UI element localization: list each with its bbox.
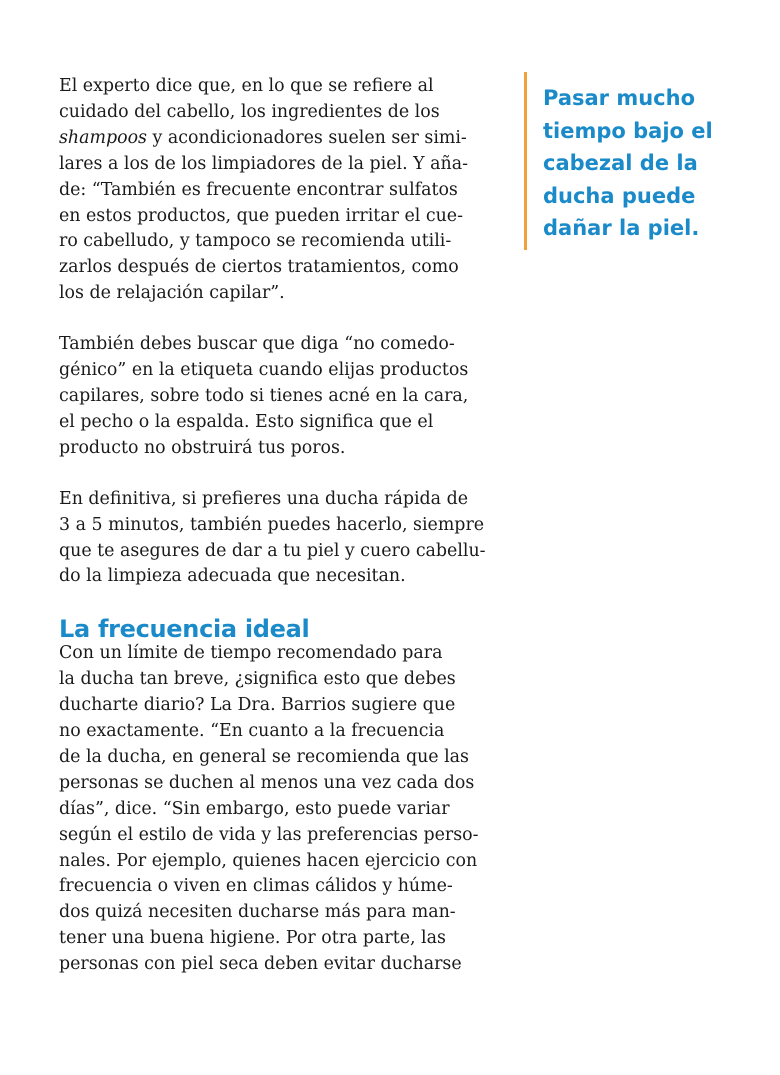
pull-quote-line: Pasar mucho: [543, 86, 695, 110]
text-line: zarlos después de ciertos tratamientos, como: [59, 257, 459, 278]
pull-quote-line: tiempo bajo el: [543, 118, 713, 143]
pull-quote-line: cabezal de la: [543, 151, 698, 175]
text-line: cuidado del cabello, los ingredientes de los: [59, 101, 440, 122]
text-line: de: “También es frecuente encontrar sulfatos: [59, 179, 458, 200]
text-fragment: y acondicionadores suelen ser simi-: [146, 127, 467, 148]
paragraph-ideal-frequency: [59, 641, 505, 978]
paragraph-quick-shower: [59, 487, 505, 591]
text-line: ro cabelludo, y tampoco se recomienda utili-: [59, 231, 452, 252]
text-line: personas con piel seca deben evitar ducharse: [59, 954, 462, 975]
article-body: [59, 74, 505, 978]
pull-quote: [524, 72, 734, 250]
pull-quote-line: ducha puede: [543, 183, 696, 208]
text-line: [59, 126, 505, 152]
text-line: el pecho o la espalda. Esto significa que el: [59, 411, 434, 432]
section-heading: La frecuencia ideal: [59, 615, 310, 644]
text-line: lares a los de los limpiadores de la piel. Y aña-: [59, 153, 468, 174]
text-line: dos quizá necesiten ducharse más para man-: [59, 902, 456, 923]
italic-term-shampoos: shampoos: [59, 127, 147, 148]
text-line: los de relajación capilar”.: [59, 283, 285, 304]
text-line: producto no obstruirá tus poros.: [59, 437, 346, 458]
text-line: capilares, sobre todo si tienes acné en la cara,: [59, 385, 469, 406]
text-line: de la ducha, en general se recomienda que las: [59, 746, 469, 767]
text-line: personas se duchen al menos una vez cada dos: [59, 772, 475, 793]
paragraph-non-comedogenic: [59, 332, 505, 462]
text-line: Con un límite de tiempo recomendado para: [59, 643, 443, 664]
text-line: que te asegures de dar a tu piel y cuero cabellu-: [59, 540, 486, 561]
text-line: en estos productos, que pueden irritar el cue-: [59, 205, 463, 226]
text-line: la ducha tan breve, ¿significa esto que debes: [59, 669, 456, 690]
text-line: según el estilo de vida y las preferencias perso-: [59, 824, 479, 845]
text-line: El experto dice que, en lo que se refiere al: [59, 76, 434, 96]
text-line: También debes buscar que diga “no comedo-: [59, 334, 455, 355]
text-line: tener una buena higiene. Por otra parte, las: [59, 928, 446, 949]
text-line: génico” en la etiqueta cuando elijas productos: [59, 360, 469, 381]
paragraph-hair-care: [59, 74, 505, 307]
pull-quote-line: dañar la piel.: [543, 216, 700, 240]
text-line: no exactamente. “En cuanto a la frecuencia: [59, 721, 445, 742]
text-line: días”, dice. “Sin embargo, esto puede variar: [59, 798, 450, 819]
text-line: En definitiva, si prefieres una ducha rápida de: [59, 488, 469, 509]
pull-quote-text: [543, 72, 734, 245]
text-line: do la limpieza adecuada que necesitan.: [59, 566, 406, 587]
text-line: ducharte diario? La Dra. Barrios sugiere que: [59, 695, 456, 716]
text-line: nales. Por ejemplo, quienes hacen ejercicio con: [59, 850, 478, 871]
text-line: 3 a 5 minutos, también puedes hacerlo, siempre: [59, 514, 485, 535]
text-line: frecuencia o viven en climas cálidos y húme-: [59, 876, 453, 897]
